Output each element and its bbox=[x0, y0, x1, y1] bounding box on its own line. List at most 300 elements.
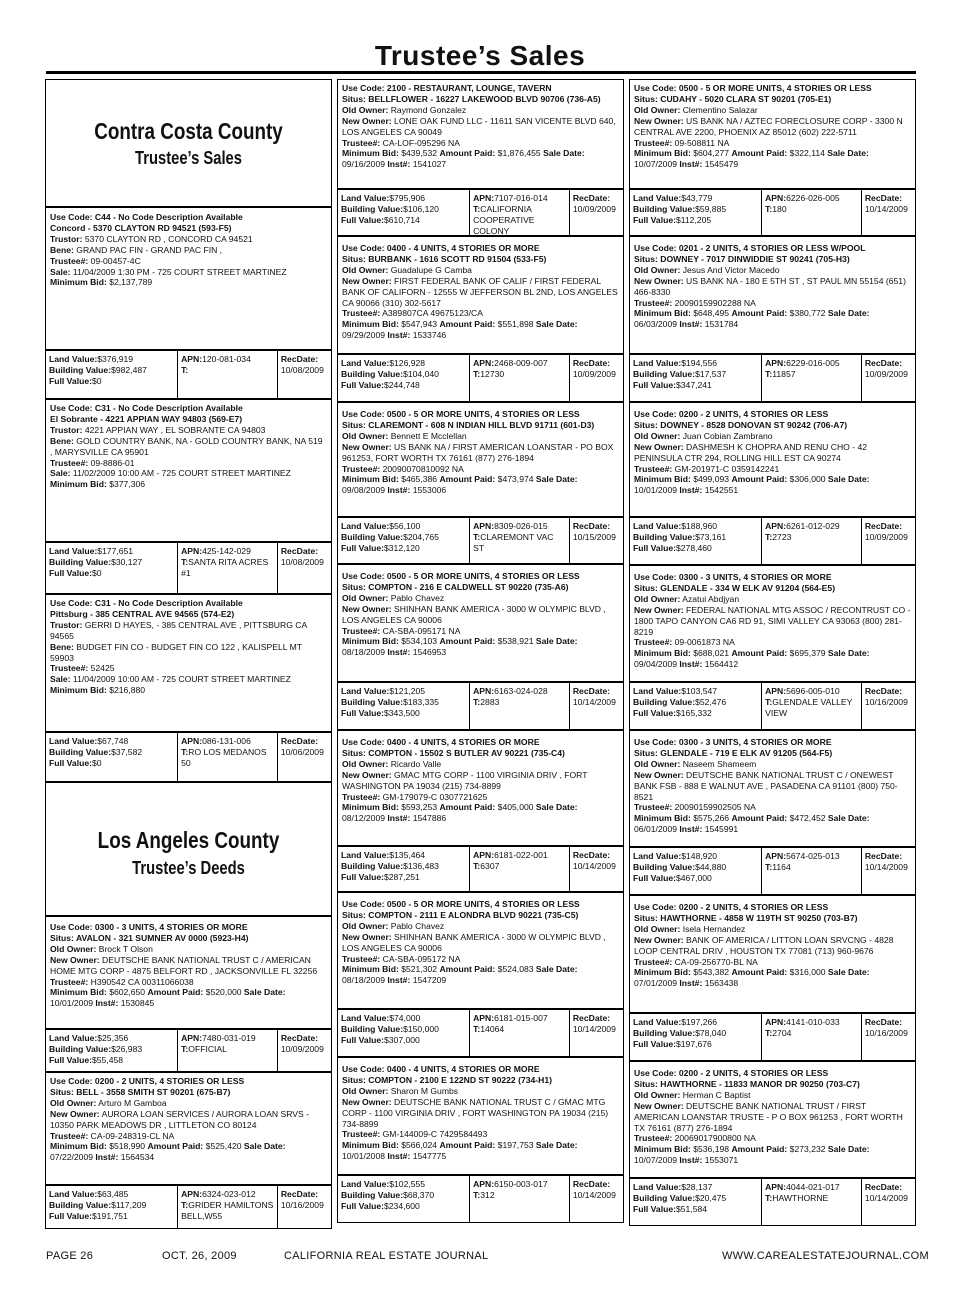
field-label: Amount Paid: bbox=[731, 308, 788, 319]
values-cell bbox=[338, 847, 469, 891]
apn bbox=[181, 1033, 274, 1044]
record bbox=[337, 402, 624, 517]
land-value bbox=[341, 1179, 466, 1190]
field-value: 1530845 bbox=[118, 998, 155, 1009]
field-label: APN: bbox=[473, 1179, 495, 1189]
record-line: Situs: HAWTHORNE - 11833 MANOR DR 90250 (703-C7) bbox=[634, 1078, 860, 1089]
field-value: GRAND PAC FIN - GRAND PAC FIN , bbox=[73, 244, 223, 255]
record-line bbox=[634, 802, 911, 813]
full-value bbox=[633, 380, 758, 391]
field-label: Trustee#: bbox=[634, 297, 673, 308]
full-value bbox=[633, 708, 758, 719]
field-label: Minimum Bid: bbox=[342, 636, 399, 647]
tract bbox=[765, 697, 858, 719]
tract bbox=[473, 369, 566, 380]
field-value: 120-081-034 bbox=[202, 354, 251, 364]
field-label: Building Value: bbox=[49, 1043, 112, 1054]
field-label: RecDate: bbox=[572, 521, 611, 531]
field-value: 08/12/2009 bbox=[342, 813, 388, 824]
record bbox=[629, 895, 916, 1013]
record bbox=[337, 79, 624, 189]
apn-cell bbox=[761, 683, 861, 729]
full-value bbox=[633, 543, 758, 554]
field-label: Building Value: bbox=[341, 531, 404, 542]
field-label: Amount Paid: bbox=[731, 148, 788, 159]
full-value bbox=[633, 1204, 758, 1215]
field-value: $197,266 bbox=[681, 1017, 718, 1027]
field-label: Old Owner: bbox=[50, 943, 97, 954]
field-label: Minimum Bid: bbox=[634, 474, 691, 485]
record-line: Concord - 5370 CLAYTON RD 94521 (593-F5) bbox=[50, 222, 232, 233]
record-line bbox=[342, 308, 619, 319]
field-label: Old Owner: bbox=[634, 104, 681, 115]
record-line bbox=[634, 116, 911, 138]
field-label: Inst#: bbox=[387, 647, 411, 658]
field-label: Bene: bbox=[50, 244, 74, 255]
field-label: New Owner: bbox=[342, 441, 392, 452]
values-cell bbox=[630, 683, 761, 729]
field-value: 09-0061873 NA bbox=[672, 637, 735, 648]
field-label: RecDate: bbox=[572, 193, 611, 203]
field-label: New Owner: bbox=[634, 115, 684, 126]
record-line bbox=[634, 637, 911, 648]
field-value: $602,650 bbox=[106, 987, 148, 998]
field-value: 09-508811 NA bbox=[672, 137, 730, 148]
field-label: APN: bbox=[473, 358, 495, 368]
field-label: RecDate: bbox=[864, 851, 903, 861]
field-label: APN: bbox=[765, 851, 787, 861]
full-value bbox=[49, 758, 174, 769]
field-value: Sharon M Gumbs bbox=[388, 1085, 459, 1096]
field-label: Inst#: bbox=[679, 319, 703, 330]
field-label: T: bbox=[765, 696, 773, 707]
field-value: 1564534 bbox=[118, 1152, 155, 1163]
field-value: 1542551 bbox=[702, 485, 739, 496]
apn bbox=[181, 546, 274, 557]
record-line bbox=[342, 604, 619, 626]
building-value bbox=[633, 204, 758, 215]
record-line bbox=[50, 663, 327, 674]
field-value: $575,266 bbox=[690, 813, 732, 824]
apn-cell bbox=[469, 1176, 569, 1222]
record-line bbox=[342, 792, 619, 803]
field-label: Land Value: bbox=[633, 1182, 682, 1192]
field-value: $982,487 bbox=[111, 364, 147, 375]
field-label: Minimum Bid: bbox=[342, 802, 399, 813]
field-value: 1547886 bbox=[410, 813, 447, 824]
record bbox=[629, 79, 916, 189]
record-values bbox=[337, 354, 624, 402]
record-line bbox=[50, 1098, 327, 1109]
field-value: SANTA RITA ACRES #1 bbox=[181, 556, 269, 578]
tract bbox=[181, 1200, 274, 1222]
field-label: T: bbox=[765, 1192, 773, 1203]
field-value: 11/04/2009 1:30 PM - 725 COURT STREET MARTINEZ bbox=[70, 266, 287, 277]
record-line bbox=[634, 957, 911, 968]
field-value: $536,198 bbox=[690, 1144, 732, 1155]
record-line bbox=[634, 594, 911, 605]
full-value bbox=[341, 1035, 466, 1046]
rec-date-cell bbox=[277, 733, 331, 781]
rec-date: 10/09/2009 bbox=[572, 368, 616, 379]
field-label: Inst#: bbox=[679, 1155, 703, 1166]
field-label: RecDate: bbox=[280, 546, 319, 556]
field-value: 20069017900800 NA bbox=[672, 1133, 756, 1144]
field-value: 09-8886-01 bbox=[88, 457, 135, 468]
field-value: DEUTSCHE BANK NATIONAL TRUST / FIRST AMERICAN LOANSTAR TRUSTE - P O BOX 961253 , FORT WORTH TX 76161 (877) 276-1894 bbox=[634, 1100, 903, 1133]
field-value: HAWTHORNE bbox=[772, 1192, 829, 1203]
field-value: 11857 bbox=[772, 368, 796, 379]
record-line bbox=[50, 234, 327, 245]
field-label: Land Value: bbox=[49, 736, 98, 746]
field-label: Building Value: bbox=[341, 1189, 404, 1200]
building-value bbox=[341, 861, 466, 872]
field-value: $377,306 bbox=[106, 479, 146, 490]
field-label: Land Value: bbox=[341, 850, 390, 860]
tract bbox=[765, 532, 858, 543]
apn-cell bbox=[761, 518, 861, 564]
full-value bbox=[49, 376, 174, 387]
field-value: $518,990 bbox=[106, 1141, 148, 1152]
record-line bbox=[634, 1144, 911, 1166]
field-label: Full Value: bbox=[633, 872, 676, 883]
field-label: Land Value: bbox=[633, 521, 682, 531]
record bbox=[337, 564, 624, 682]
field-label: APN: bbox=[473, 193, 495, 203]
field-value: $278,460 bbox=[675, 542, 712, 553]
field-value: 10/01/2008 bbox=[342, 1151, 388, 1162]
rec-date-cell bbox=[277, 543, 331, 593]
field-label: Minimum Bid: bbox=[50, 277, 107, 288]
apn bbox=[765, 358, 858, 369]
field-label: Amount Paid: bbox=[147, 1141, 204, 1152]
field-label: T: bbox=[473, 1023, 481, 1034]
apn bbox=[473, 358, 566, 369]
field-value: $538,921 bbox=[495, 636, 536, 647]
field-value: 09-00457-4C bbox=[88, 255, 141, 266]
record-line bbox=[50, 468, 327, 479]
field-value: $1,876,455 bbox=[495, 148, 544, 159]
field-label: Minimum Bid: bbox=[342, 319, 399, 330]
field-value: 6181-022-001 bbox=[494, 850, 548, 860]
field-label: Full Value: bbox=[341, 542, 384, 553]
record-line bbox=[342, 474, 619, 496]
rec-date-cell bbox=[861, 1179, 915, 1225]
field-value: $126,928 bbox=[389, 358, 426, 368]
field-value: $44,880 bbox=[695, 861, 727, 872]
field-value: 2883 bbox=[480, 696, 500, 707]
rec-date: 10/14/2009 bbox=[572, 860, 616, 871]
record-line: Use Code: 0400 - 4 UNITS, 4 STORIES OR MORE bbox=[342, 1064, 540, 1074]
record-line: Use Code: 0300 - 3 UNITS, 4 STORIES OR MORE bbox=[634, 572, 832, 582]
record-values bbox=[629, 847, 916, 895]
field-label: New Owner: bbox=[50, 954, 100, 965]
field-value: $28,137 bbox=[681, 1182, 713, 1192]
field-label: Minimum Bid: bbox=[634, 967, 691, 978]
record bbox=[45, 916, 332, 1029]
values-cell bbox=[630, 190, 761, 235]
rec-date: 10/09/2009 bbox=[864, 368, 908, 379]
field-value: 09/29/2009 bbox=[342, 330, 388, 341]
field-label: Building Value: bbox=[633, 1192, 696, 1203]
field-label: APN: bbox=[765, 1017, 787, 1027]
values-cell bbox=[338, 355, 469, 401]
record-line bbox=[342, 964, 619, 986]
field-value: 7480-031-019 bbox=[202, 1033, 256, 1043]
record-line bbox=[342, 1129, 619, 1140]
land-value bbox=[633, 1017, 758, 1028]
field-value: 08/18/2009 bbox=[342, 975, 388, 986]
field-label: Old Owner: bbox=[342, 920, 389, 931]
field-label: Amount Paid: bbox=[439, 1140, 496, 1151]
field-value: $30,127 bbox=[111, 556, 143, 567]
record-values bbox=[629, 517, 916, 565]
field-label: Land Value: bbox=[341, 686, 390, 696]
values-cell bbox=[630, 1179, 761, 1225]
tract bbox=[765, 1028, 858, 1039]
field-value: GOLD COUNTRY BANK, NA - GOLD COUNTRY BANK, NA 519 , MARYSVILLE CA 95901 bbox=[50, 435, 323, 457]
field-value: DEUTSCHE BANK NATIONAL TRUST C / GMAC MTG CORP - 1100 VIRGINIA DRIV , FORT WASHINGTON PA 19034 (215) 734-8899 bbox=[342, 1096, 609, 1129]
field-value: LONE OAK FUND LLC - 11611 SAN VICENTE BLVD 640, LOS ANGELES CA 90049 bbox=[342, 115, 616, 137]
field-value: 20090070810092 NA bbox=[380, 463, 464, 474]
field-label: APN: bbox=[765, 358, 787, 368]
record-line bbox=[634, 148, 911, 170]
rec-date-cell bbox=[277, 351, 331, 398]
record-line: Use Code: 0400 - 4 UNITS, 4 STORIES OR MORE bbox=[342, 737, 540, 747]
field-value: 4044-021-017 bbox=[786, 1182, 840, 1192]
field-label: Land Value: bbox=[633, 851, 682, 861]
record-values bbox=[629, 189, 916, 236]
field-value: $0 bbox=[91, 567, 102, 578]
field-value: CA-LOF-095296 NA bbox=[380, 137, 460, 148]
record-line: Use Code: 0300 - 3 UNITS, 4 STORIES OR MORE bbox=[634, 737, 832, 747]
field-value: $543,382 bbox=[690, 967, 732, 978]
field-value: 2723 bbox=[772, 531, 792, 542]
field-value: GM-179079-C 0307721625 bbox=[380, 791, 488, 802]
rec-date: 10/14/2009 bbox=[864, 861, 908, 872]
field-value: 8309-026-015 bbox=[494, 521, 548, 531]
field-value: $106,120 bbox=[403, 203, 439, 214]
field-label: RecDate: bbox=[572, 686, 611, 696]
field-value: $103,547 bbox=[681, 686, 718, 696]
rec-date-cell bbox=[277, 1186, 331, 1228]
field-label: Building Value: bbox=[633, 531, 696, 542]
field-label: Amount Paid: bbox=[731, 967, 788, 978]
field-value: GMAC MTG CORP - 1100 VIRGINIA DRIV , FORT WASHINGTON PA 19034 (215) 734-8899 bbox=[342, 769, 588, 791]
field-label: T: bbox=[765, 203, 773, 214]
field-label: New Owner: bbox=[342, 603, 392, 614]
tract bbox=[473, 697, 566, 708]
field-value: 09/16/2009 bbox=[342, 159, 388, 170]
field-label: Building Value: bbox=[49, 1199, 112, 1210]
record-line bbox=[342, 148, 619, 170]
field-value: $37,582 bbox=[111, 746, 143, 757]
building-value bbox=[49, 365, 174, 376]
apn bbox=[181, 736, 274, 747]
values-cell bbox=[630, 848, 761, 894]
field-label: Trustee#: bbox=[50, 255, 89, 266]
field-value: 07/22/2009 bbox=[50, 1152, 96, 1163]
field-value: 2704 bbox=[772, 1027, 792, 1038]
apn-cell bbox=[761, 848, 861, 894]
field-value: $59,885 bbox=[695, 203, 727, 214]
record-line bbox=[342, 759, 619, 770]
field-label: Trustor: bbox=[50, 424, 83, 435]
field-label: Building Value: bbox=[49, 556, 112, 567]
field-label: Full Value: bbox=[49, 757, 92, 768]
building-value bbox=[341, 532, 466, 543]
field-value: $467,000 bbox=[675, 872, 712, 883]
field-label: New Owner: bbox=[342, 1096, 392, 1107]
rec-date-cell bbox=[569, 518, 623, 563]
record-line bbox=[342, 626, 619, 637]
field-value: 6163-024-028 bbox=[494, 686, 548, 696]
full-value bbox=[341, 872, 466, 883]
field-value: FIRST FEDERAL BANK OF CALIF / FIRST FEDERAL BANK OF CALIFORN - 12555 W JEFFERSON BL 2ND, LOS ANGELES CA 90066 (310) 302-5617 bbox=[342, 275, 618, 308]
field-value: 6229-016-005 bbox=[786, 358, 840, 368]
field-value: $472,452 bbox=[787, 813, 828, 824]
field-value: $0 bbox=[91, 757, 102, 768]
field-label: Trustee#: bbox=[342, 137, 381, 148]
record-line bbox=[342, 802, 619, 824]
land-value bbox=[633, 851, 758, 862]
field-value: 1545479 bbox=[702, 159, 739, 170]
field-value: 06/01/2009 bbox=[634, 824, 680, 835]
record-line bbox=[342, 593, 619, 604]
field-value: 06/03/2009 bbox=[634, 319, 680, 330]
field-value: $78,040 bbox=[695, 1027, 727, 1038]
field-label: Sale: bbox=[50, 468, 71, 479]
field-value: $26,983 bbox=[111, 1043, 143, 1054]
record-line: Situs: CUDAHY - 5020 CLARA ST 90201 (705-E1) bbox=[634, 93, 832, 104]
field-label: Old Owner: bbox=[634, 758, 681, 769]
field-value: $604,277 bbox=[690, 148, 732, 159]
record bbox=[45, 399, 332, 542]
field-value: $188,960 bbox=[681, 521, 718, 531]
record-line bbox=[50, 425, 327, 436]
field-label: New Owner: bbox=[342, 115, 392, 126]
field-value: $473,974 bbox=[495, 474, 536, 485]
field-label: T: bbox=[765, 861, 773, 872]
field-label: New Owner: bbox=[342, 931, 392, 942]
land-value bbox=[633, 1182, 758, 1193]
field-label: Inst#: bbox=[387, 1151, 411, 1162]
rec-date: 10/09/2009 bbox=[864, 531, 908, 542]
field-value: 1553006 bbox=[410, 485, 447, 496]
field-label: Old Owner: bbox=[634, 430, 681, 441]
field-label: Full Value: bbox=[633, 707, 676, 718]
column-2 bbox=[337, 79, 624, 1242]
field-label: Amount Paid: bbox=[731, 648, 788, 659]
record-values bbox=[337, 682, 624, 730]
land-value bbox=[341, 1013, 466, 1024]
field-label: Full Value: bbox=[633, 379, 676, 390]
record-line: Situs: COMPTON - 216 E CALDWELL ST 90220 (735-A6) bbox=[342, 581, 569, 592]
record-line bbox=[50, 245, 327, 256]
rec-date: 10/09/2009 bbox=[572, 203, 616, 214]
field-value: US BANK NA / AZTEC FORECLOSURE CORP - 3300 N CENTRAL AVE 2200, PHOENIX AZ 85012 (602) 222-5711 bbox=[634, 115, 903, 137]
field-label: New Owner: bbox=[342, 275, 392, 286]
field-label: Amount Paid: bbox=[731, 813, 788, 824]
field-label: Land Value: bbox=[633, 358, 682, 368]
field-value: Azatui Abdjyan bbox=[680, 593, 740, 604]
apn-cell bbox=[469, 355, 569, 401]
field-value: 1545991 bbox=[702, 824, 739, 835]
record-line bbox=[50, 977, 327, 988]
field-label: Inst#: bbox=[387, 330, 411, 341]
tract bbox=[765, 369, 858, 380]
field-label: Land Value: bbox=[633, 193, 682, 203]
field-label: Amount Paid: bbox=[731, 474, 788, 485]
field-label: Old Owner: bbox=[634, 1089, 681, 1100]
apn bbox=[473, 1179, 566, 1190]
field-value: $307,000 bbox=[383, 1034, 420, 1045]
rec-date-cell bbox=[569, 847, 623, 891]
apn-cell bbox=[469, 518, 569, 563]
full-value bbox=[341, 1201, 466, 1212]
apn bbox=[765, 851, 858, 862]
field-label: Sale Date: bbox=[827, 1144, 870, 1155]
field-value: $695,379 bbox=[787, 648, 828, 659]
field-value: 425-142-029 bbox=[202, 546, 251, 556]
field-value: $547,943 bbox=[398, 319, 440, 330]
record-line bbox=[342, 319, 619, 341]
field-label: Minimum Bid: bbox=[50, 479, 107, 490]
title-rule bbox=[46, 71, 916, 74]
field-value: 20090159902505 NA bbox=[672, 802, 756, 813]
field-label: RecDate: bbox=[572, 358, 611, 368]
field-label: T: bbox=[473, 1189, 481, 1200]
record-line bbox=[634, 298, 911, 309]
field-label: Land Value: bbox=[49, 354, 98, 364]
building-value bbox=[49, 747, 174, 758]
full-value bbox=[49, 568, 174, 579]
field-label: RecDate: bbox=[280, 736, 319, 746]
record-line bbox=[342, 464, 619, 475]
field-value: $17,537 bbox=[695, 368, 727, 379]
field-label: T: bbox=[765, 1027, 773, 1038]
field-value: H390542 CA 00311066038 bbox=[88, 976, 194, 987]
field-label: Land Value: bbox=[341, 193, 390, 203]
record-line bbox=[634, 1133, 911, 1144]
apn-cell bbox=[469, 190, 569, 235]
field-label: Amount Paid: bbox=[439, 964, 496, 975]
field-value: $525,420 bbox=[203, 1141, 244, 1152]
record-line bbox=[50, 1141, 327, 1163]
field-label: Trustee#: bbox=[50, 1130, 89, 1141]
field-label: T: bbox=[181, 1199, 189, 1210]
field-label: Trustee#: bbox=[634, 802, 673, 813]
record bbox=[337, 892, 624, 1009]
record-line bbox=[634, 770, 911, 803]
field-value: $136,483 bbox=[403, 860, 439, 871]
field-value: Jesus And Victor Macedo bbox=[680, 264, 780, 275]
record-line: Situs: COMPTON - 2100 E 122ND ST 90222 (734-H1) bbox=[342, 1074, 552, 1085]
field-value: CLAREMONT VAC ST bbox=[473, 531, 554, 553]
values-cell bbox=[630, 1014, 761, 1060]
values-cell bbox=[46, 543, 177, 593]
record-line: Situs: DOWNEY - 7017 DINWIDDIE ST 90241 (705-H3) bbox=[634, 253, 850, 264]
tract bbox=[473, 1024, 566, 1035]
section-contra-costa bbox=[45, 79, 332, 207]
field-label: Minimum Bid: bbox=[342, 148, 399, 159]
record-line bbox=[342, 954, 619, 965]
land-value bbox=[633, 521, 758, 532]
field-label: APN: bbox=[765, 1182, 787, 1192]
apn bbox=[765, 1182, 858, 1193]
county-name: Contra Costa County bbox=[94, 118, 283, 144]
apn bbox=[473, 1013, 566, 1024]
